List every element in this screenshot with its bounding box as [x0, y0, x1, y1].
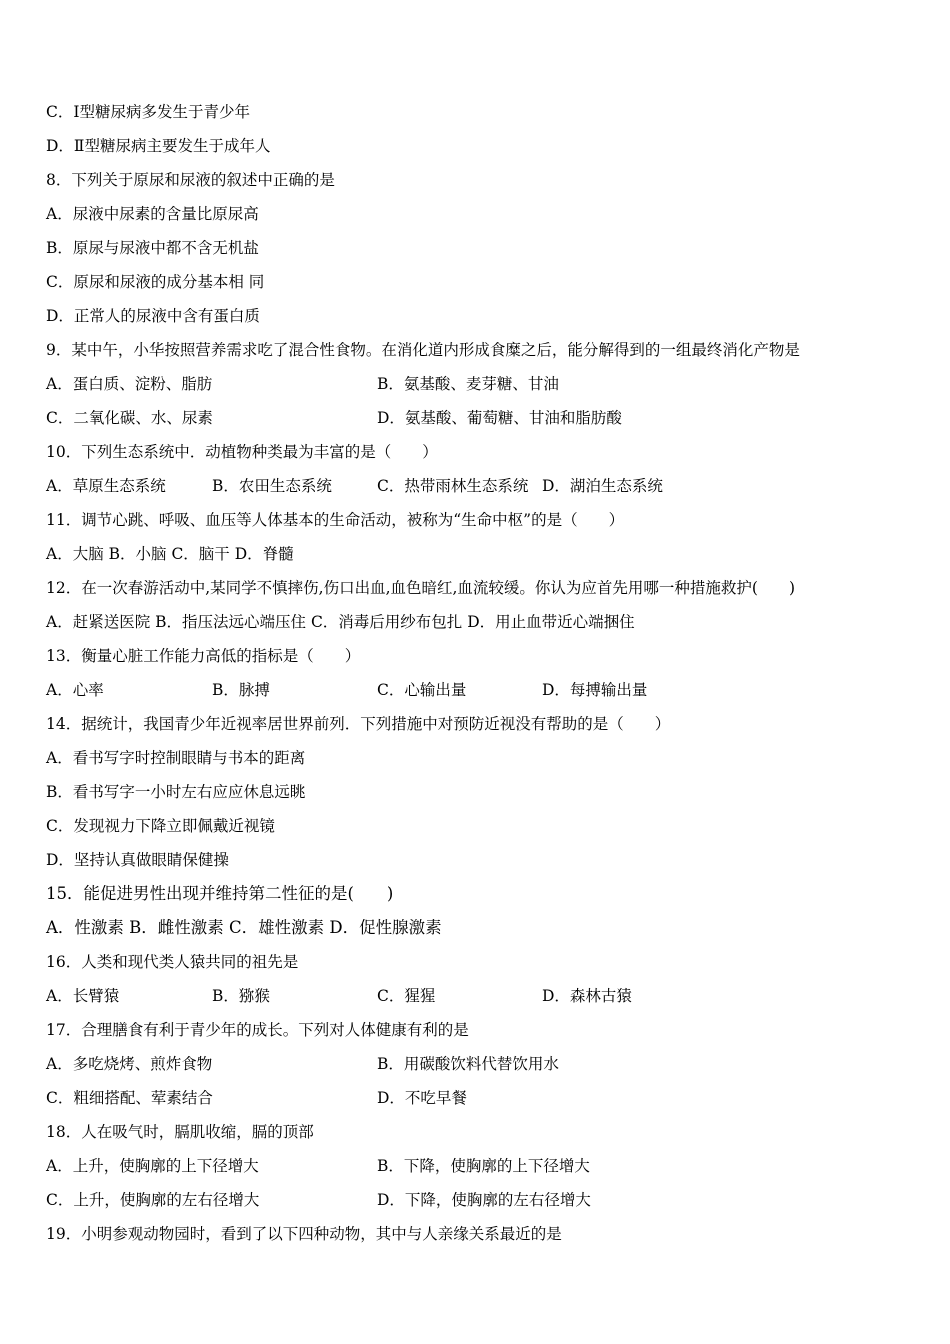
q14-option-c: C．发现视力下降立即佩戴近视镜 — [46, 817, 275, 835]
q18-option-a: A．上升，使胸廓的上下径增大 — [46, 1157, 259, 1175]
q17-option-c: C．粗细搭配、荤素结合 — [46, 1089, 213, 1107]
q13-option-d: D．每搏输出量 — [542, 681, 648, 699]
q18-option-b: B．下降，使胸廓的上下径增大 — [377, 1157, 590, 1175]
question-12: 12．在一次春游活动中,某同学不慎摔伤,伤口出血,血色暗红,血流较缓。你认为应首先用哪一种措施救护( ) — [46, 579, 796, 597]
q16-option-b: B．猕猴 — [212, 987, 270, 1005]
q12-options: A．赶紧送医院 B．指压法远心端压住 C．消毒后用纱布包扎 D．用止血带近心端捆住 — [46, 613, 635, 631]
q9-option-a: A．蛋白质、淀粉、脂肪 — [46, 375, 213, 393]
q16-option-d: D．森林古猿 — [542, 987, 632, 1005]
question-19: 19．小明参观动物园时，看到了以下四种动物，其中与人亲缘关系最近的是 — [46, 1225, 562, 1243]
q9-option-c: C．二氧化碳、水、尿素 — [46, 409, 213, 427]
question-14: 14．据统计，我国青少年近视率居世界前列．下列措施中对预防近视没有帮助的是（ ） — [46, 715, 671, 733]
q7-option-c: C．Ⅰ型糖尿病多发生于青少年 — [46, 103, 250, 121]
q9-option-d: D．氨基酸、葡萄糖、甘油和脂肪酸 — [377, 409, 622, 427]
q10-option-d: D．湖泊生态系统 — [542, 477, 663, 495]
question-11: 11．调节心跳、呼吸、血压等人体基本的生命活动，被称为“生命中枢”的是（ ） — [46, 511, 625, 529]
q13-option-a: A．心率 — [46, 681, 104, 699]
q8-option-b: B．原尿与尿液中都不含无机盐 — [46, 239, 259, 257]
question-18: 18．人在吸气时，膈肌收缩，膈的顶部 — [46, 1123, 314, 1141]
q17-option-d: D．不吃早餐 — [377, 1089, 467, 1107]
q17-option-a: A．多吃烧烤、煎炸食物 — [46, 1055, 213, 1073]
q13-option-b: B．脉搏 — [212, 681, 270, 699]
q10-option-c: C．热带雨林生态系统 — [377, 477, 529, 495]
question-10: 10．下列生态系统中．动植物种类最为丰富的是（ ） — [46, 443, 438, 461]
q15-options: A．性激素 B．雌性激素 C．雄性激素 D．促性腺激素 — [46, 918, 442, 937]
q11-options: A．大脑 B．小脑 C．脑干 D．脊髓 — [46, 545, 294, 563]
q14-option-a: A．看书写字时控制眼睛与书本的距离 — [46, 749, 306, 767]
q7-option-d: D．Ⅱ型糖尿病主要发生于成年人 — [46, 137, 271, 155]
q8-option-a: A．尿液中尿素的含量比原尿高 — [46, 205, 259, 223]
q8-option-d: D．正常人的尿液中含有蛋白质 — [46, 307, 260, 325]
q8-option-c: C．原尿和尿液的成分基本相 同 — [46, 273, 265, 291]
question-15: 15．能促进男性出现并维持第二性征的是( ) — [46, 884, 394, 903]
q18-option-c: C．上升，使胸廓的左右径增大 — [46, 1191, 260, 1209]
question-16: 16．人类和现代类人猿共同的祖先是 — [46, 953, 299, 971]
q9-option-b: B．氨基酸、麦芽糖、甘油 — [377, 375, 559, 393]
question-17: 17．合理膳食有利于青少年的成长。下列对人体健康有利的是 — [46, 1021, 469, 1039]
question-8: 8．下列关于原尿和尿液的叙述中正确的是 — [46, 171, 335, 189]
q16-option-c: C．猩猩 — [377, 987, 436, 1005]
q14-option-d: D．坚持认真做眼睛保健操 — [46, 851, 229, 869]
question-9: 9．某中午，小华按照营养需求吃了混合性食物。在消化道内形成食糜之后，能分解得到的一组最终消化产物是 — [46, 341, 800, 359]
q16-option-a: A．长臂猿 — [46, 987, 120, 1005]
q13-option-c: C．心输出量 — [377, 681, 467, 699]
question-13: 13．衡量心脏工作能力高低的指标是（ ） — [46, 647, 361, 665]
q14-option-b: B．看书写字一小时左右应应休息远眺 — [46, 783, 306, 801]
q17-option-b: B．用碳酸饮料代替饮用水 — [377, 1055, 559, 1073]
q10-option-b: B．农田生态系统 — [212, 477, 332, 495]
q18-option-d: D．下降，使胸廓的左右径增大 — [377, 1191, 591, 1209]
q10-option-a: A．草原生态系统 — [46, 477, 166, 495]
